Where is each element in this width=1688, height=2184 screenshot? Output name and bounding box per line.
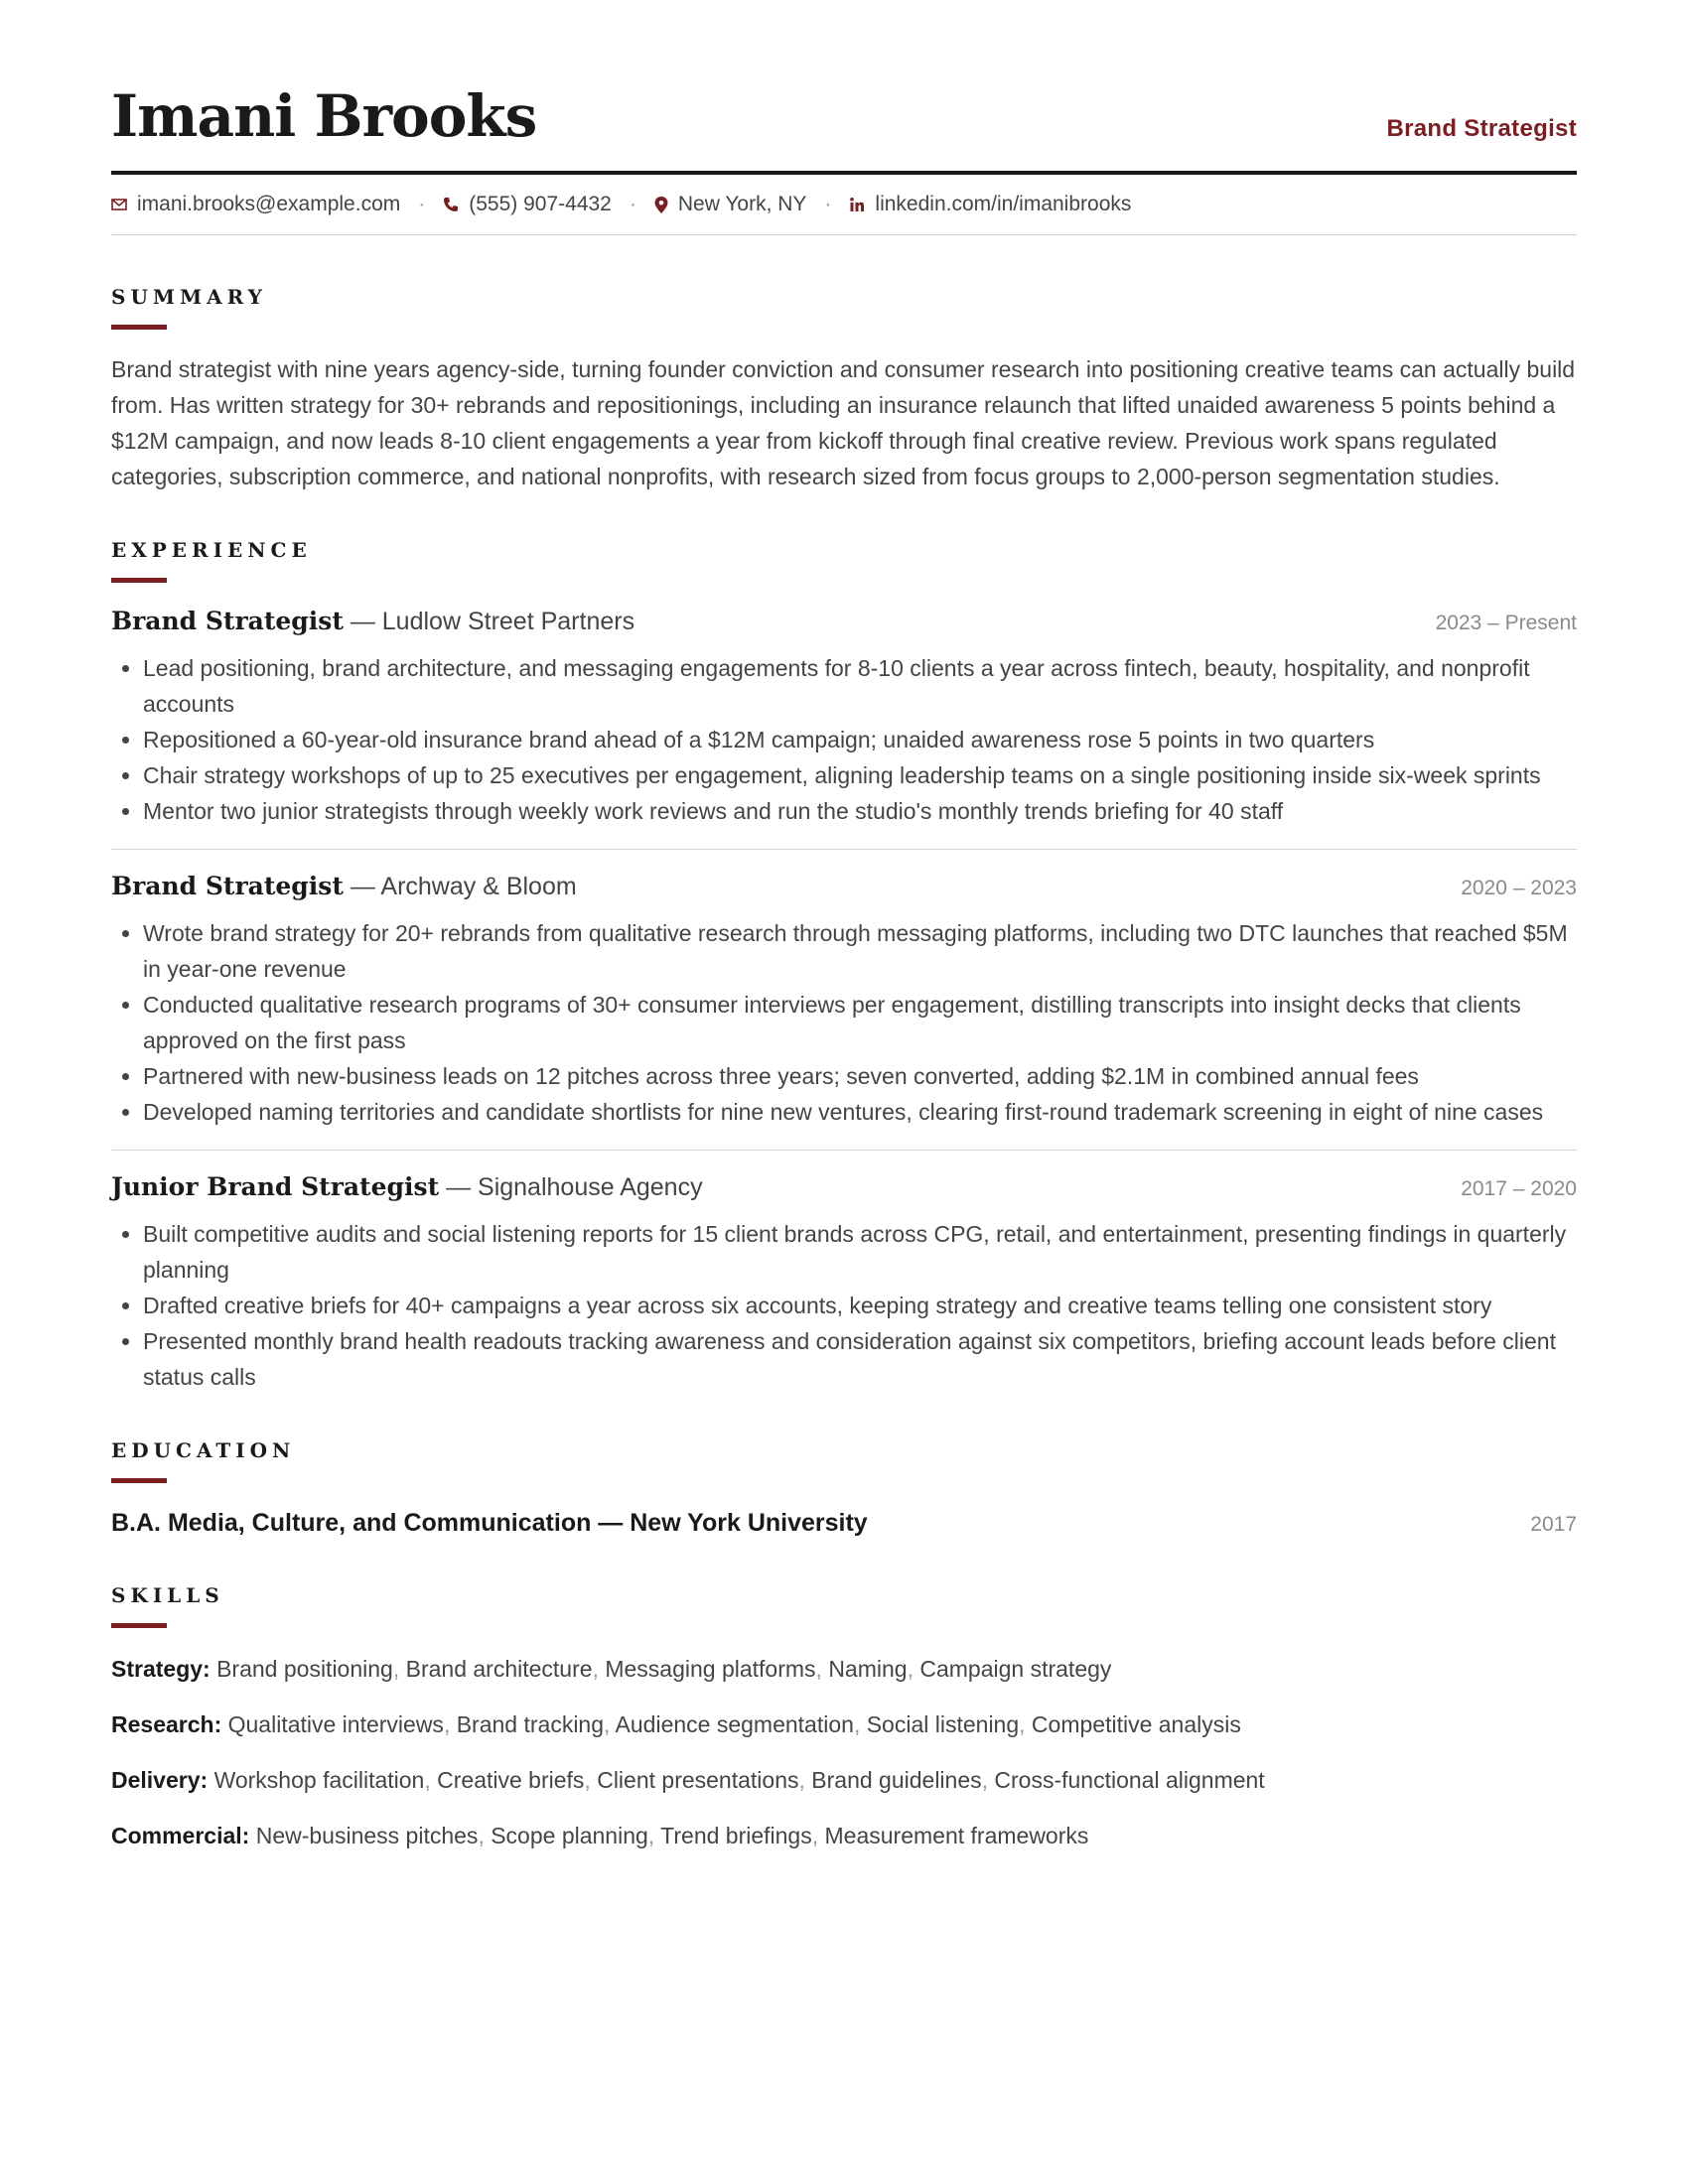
education-entry [111, 1509, 1577, 1538]
skill-item: Scope planning [491, 1823, 648, 1848]
education-section [111, 1438, 1577, 1538]
skills-list [111, 1654, 1577, 1850]
skills-heading: SKILLS [111, 1583, 224, 1607]
job-entry [111, 872, 1577, 1130]
job-title: Junior Brand Strategist [111, 1172, 440, 1201]
job-bullets [111, 1216, 1577, 1395]
skills-accent-bar [111, 1623, 167, 1628]
skill-row: Strategy: Brand positioning, Brand architecture, Messaging platforms, Naming, Campaign strategy [111, 1656, 1112, 1682]
map-pin-icon [654, 197, 668, 213]
skill-item: Brand positioning [216, 1656, 393, 1682]
job-company: — Signalhouse Agency [439, 1173, 703, 1201]
job-company: — Archway & Bloom [343, 873, 577, 900]
skill-item: Audience segmentation [615, 1711, 854, 1737]
skill-item: Naming [828, 1656, 908, 1682]
skill-item: Campaign strategy [919, 1656, 1112, 1682]
summary-text: Brand strategist with nine years agency-side, turning founder conviction and consumer research into positioning creative teams can actually build from. Has written strategy for 30+ rebrands and repositionings, including an insurance relaunch that lifted unaided awareness 5 points behind a $12M campaign, and now leads 8-10 client engagements a year from kickoff through final creative review. Previous work spans regulated categories, subscription commerce, and national nonprofits, with research sized from focus groups to 2,000-person segmentation studies. [111, 356, 1576, 489]
education-accent-bar [111, 1478, 167, 1483]
contact-separator: · [824, 193, 832, 215]
skill-item: Measurement frameworks [824, 1823, 1089, 1848]
job-bullet: • Drafted creative briefs for 40+ campaigns a year across six accounts, keeping strategy and creative teams telling one consistent story [143, 1288, 1577, 1323]
experience-section [111, 538, 1577, 1395]
skill-item: Creative briefs [437, 1767, 585, 1793]
skill-item: Client presentations [597, 1767, 799, 1793]
skill-item: Workshop facilitation [213, 1767, 425, 1793]
job-bullets [111, 650, 1577, 829]
contact-email[interactable] [111, 193, 400, 216]
skill-category-label: Delivery: [111, 1767, 209, 1793]
experience-heading: EXPERIENCE [111, 538, 312, 562]
job-dates: 2020 – 2023 [1461, 877, 1577, 899]
skill-row: Commercial: New-business pitches, Scope planning, Trend briefings, Measurement frameworks [111, 1823, 1089, 1848]
job-bullet: • Mentor two junior strategists through weekly work reviews and run the studio's monthly trends briefing for 40 staff [143, 793, 1577, 829]
contact-linkedin[interactable] [849, 193, 1131, 216]
education-heading: EDUCATION [111, 1438, 296, 1462]
contact-separator: · [418, 193, 426, 215]
skill-item: Trend briefings [660, 1823, 812, 1848]
contact-location [654, 193, 807, 216]
job-divider [111, 849, 1577, 850]
skill-category-label: Commercial: [111, 1823, 250, 1848]
resume-header [111, 82, 1577, 150]
job-bullet: • Conducted qualitative research programs of 30+ consumer interviews per engagement, distilling transcripts into insight decks that clients approved on the first pass [143, 987, 1577, 1058]
summary-heading: SUMMARY [111, 285, 267, 309]
linkedin-icon [849, 197, 865, 212]
job-header [111, 872, 1577, 901]
job-entry [111, 1172, 1577, 1395]
education-degree: B.A. Media, Culture, and Communication — New York University [111, 1509, 868, 1537]
skill-category-label: Research: [111, 1711, 222, 1737]
phone-icon [443, 197, 459, 212]
skill-item: Cross-functional alignment [994, 1767, 1265, 1793]
skills-section [111, 1583, 1577, 1850]
candidate-role: Brand Strategist [1386, 115, 1577, 142]
skill-item: Competitive analysis [1031, 1711, 1241, 1737]
job-company: — Ludlow Street Partners [343, 608, 635, 635]
job-dates: 2017 – 2020 [1461, 1177, 1577, 1200]
job-bullet: • Developed naming territories and candidate shortlists for nine new ventures, clearing first-round trademark screening in eight of nine cases [143, 1094, 1577, 1130]
skill-item: Brand guidelines [811, 1767, 982, 1793]
job-entry [111, 607, 1577, 829]
job-bullet: • Wrote brand strategy for 20+ rebrands from qualitative research through messaging platforms, including two DTC launches that reached $5M in year-one revenue [143, 915, 1577, 987]
location-text: New York, NY [677, 193, 807, 215]
job-bullet: • Partnered with new-business leads on 12 pitches across three years; seven converted, adding $2.1M in combined annual fees [143, 1058, 1577, 1094]
skill-item: Social listening [866, 1711, 1020, 1737]
summary-section [111, 285, 1577, 494]
skill-item: Brand architecture [405, 1656, 593, 1682]
job-bullets [111, 915, 1577, 1130]
job-title: Brand Strategist [111, 607, 344, 635]
job-header [111, 607, 1577, 636]
skill-category-label: Strategy: [111, 1656, 211, 1682]
job-bullet: • Built competitive audits and social listening reports for 15 client brands across CPG, retail, and entertainment, presenting findings in quarterly planning [143, 1216, 1577, 1288]
contact-divider [111, 234, 1577, 235]
job-dates: 2023 – Present [1435, 612, 1577, 634]
phone-text: (555) 907-4432 [469, 193, 612, 215]
skill-item: Brand tracking [456, 1711, 605, 1737]
experience-accent-bar [111, 578, 167, 583]
skill-item: Messaging platforms [605, 1656, 816, 1682]
job-divider [111, 1150, 1577, 1151]
skill-row: Delivery: Workshop facilitation, Creative briefs, Client presentations, Brand guidelines, Cross-functional alignment [111, 1767, 1265, 1793]
skill-item: Qualitative interviews [227, 1711, 444, 1737]
contact-phone[interactable] [443, 193, 612, 216]
skill-row: Research: Qualitative interviews, Brand tracking, Audience segmentation, Social listening, Competitive analysis [111, 1711, 1241, 1737]
linkedin-text: linkedin.com/in/imanibrooks [875, 193, 1132, 215]
job-bullet: • Repositioned a 60-year-old insurance brand ahead of a $12M campaign; unaided awareness rose 5 points in two quarters [143, 722, 1577, 757]
job-bullet: • Chair strategy workshops of up to 25 executives per engagement, aligning leadership teams on a single positioning inside six-week sprints [143, 757, 1577, 793]
education-year: 2017 [1530, 1513, 1577, 1536]
skill-item: New-business pitches [255, 1823, 479, 1848]
email-text: imani.brooks@example.com [137, 193, 401, 215]
contact-separator: · [629, 193, 636, 215]
candidate-name: Imani Brooks [111, 82, 537, 150]
summary-accent-bar [111, 325, 167, 330]
job-title: Brand Strategist [111, 872, 344, 900]
job-bullet: • Lead positioning, brand architecture, and messaging engagements for 8-10 clients a year across fintech, beauty, hospitality, and nonprofit accounts [143, 650, 1577, 722]
contact-bar [111, 175, 1577, 234]
job-header [111, 1172, 1577, 1202]
job-bullet: • Presented monthly brand health readouts tracking awareness and consideration against six competitors, briefing account leads before client status calls [143, 1323, 1577, 1395]
envelope-icon [111, 199, 127, 210]
